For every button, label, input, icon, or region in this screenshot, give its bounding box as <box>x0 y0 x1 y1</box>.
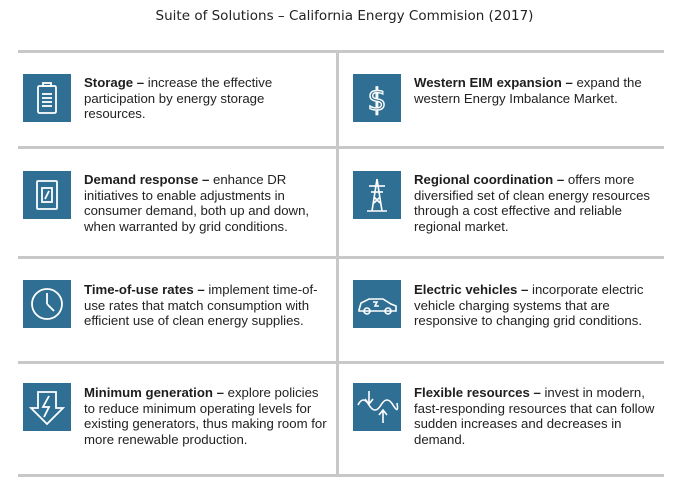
solution-heading: Regional coordination <box>414 172 554 187</box>
solution-description: increase the effective participation by energy storage resources. <box>84 75 273 122</box>
solution-heading: Minimum generation <box>84 385 213 400</box>
divider <box>18 256 664 259</box>
divider <box>18 474 664 477</box>
svg-text:$: $ <box>367 83 387 118</box>
figure-title: Suite of Solutions – California Energy Commision (2017) <box>155 8 534 24</box>
divider <box>18 50 664 53</box>
transmission-tower-icon <box>353 171 401 219</box>
solution-heading: Time-of-use rates <box>84 282 194 297</box>
solution-description: incorporate electric vehicle charging systems that are responsive to changing grid conditions. <box>414 282 644 329</box>
switch-icon <box>23 171 71 219</box>
wave-arrows-icon <box>353 383 401 431</box>
solution-heading: Storage <box>84 75 134 90</box>
clock-icon <box>23 280 71 328</box>
lightning-down-icon <box>23 383 71 431</box>
solution-description: invest in modern, fast-responding resources that can follow sudden increases and decreases in demand. <box>414 385 655 447</box>
electric-car-icon <box>353 280 401 328</box>
divider <box>336 50 339 477</box>
divider <box>18 146 664 149</box>
solution-description: expand the western Energy Imbalance Market. <box>414 75 642 106</box>
solution-description: implement time-of-use rates that match consumption with efficient use of clean energy supplies. <box>84 282 318 329</box>
solution-heading: Demand response <box>84 172 199 187</box>
solution-description: offers more diversified set of clean energy resources through a cost effective and reliable regional market. <box>414 172 651 234</box>
dollar-icon <box>353 74 401 122</box>
solution-heading: Electric vehicles <box>414 282 518 297</box>
solution-heading: Western EIM expansion <box>414 75 562 90</box>
battery-icon <box>23 74 71 122</box>
divider <box>18 361 664 364</box>
solution-description: explore policies to reduce minimum operating levels for existing generators, thus making room for more renewable production. <box>84 385 327 447</box>
solution-heading: Flexible resources <box>414 385 530 400</box>
solution-description: enhance DR initiatives to enable adjustments in consumer demand, both up and down, when warranted by grid conditions. <box>84 172 310 234</box>
